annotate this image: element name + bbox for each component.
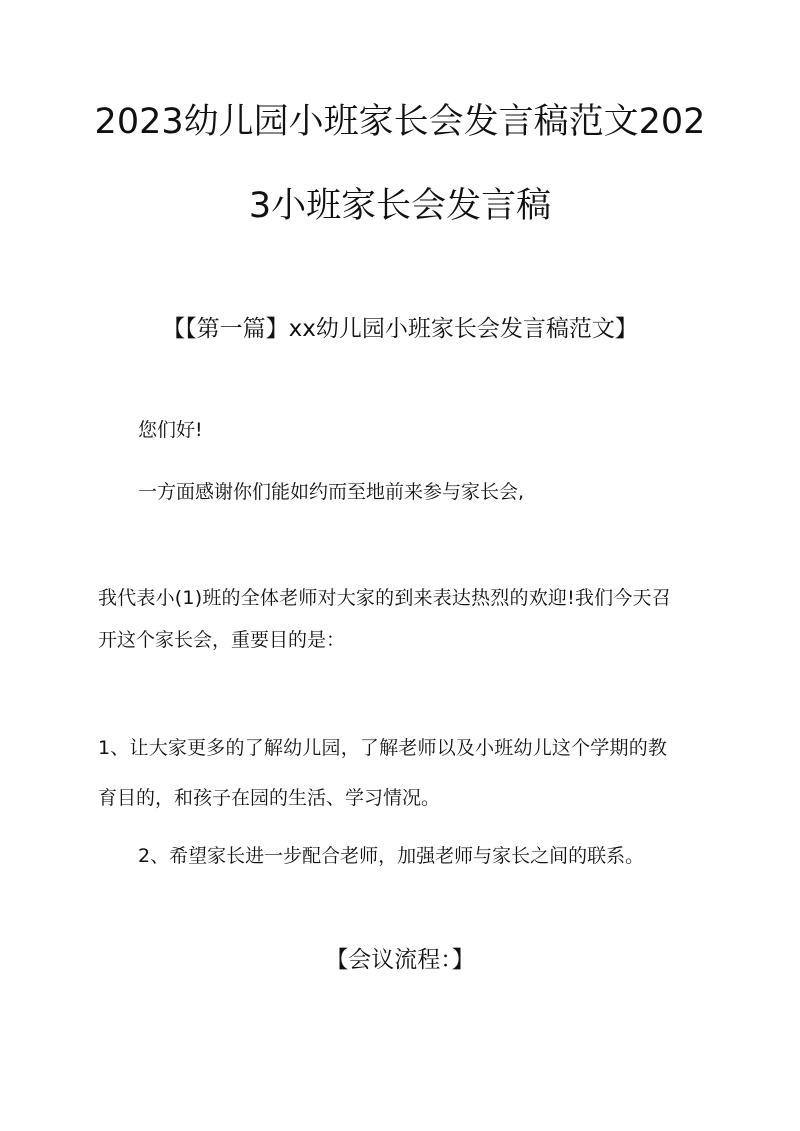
thanks-paragraph: 一方面感谢你们能如约而至地前来参与家长会, xyxy=(138,481,525,503)
list-item-1-line-2: 育目的，和孩子在园的生活、学习情况。 xyxy=(98,787,441,809)
meeting-flow-heading: 【会议流程：】 xyxy=(325,947,475,973)
welcome-paragraph-line-2: 开这个家长会，重要目的是： xyxy=(98,629,346,651)
document-title-line-2: 3小班家长会发言稿 xyxy=(248,186,552,226)
section-heading: 【【第一篇】xx幼儿园小班家长会发言稿范文】 xyxy=(162,316,638,342)
greeting-paragraph: 您们好! xyxy=(138,419,203,441)
list-item-2: 2、希望家长进一步配合老师，加强老师与家长之间的联系。 xyxy=(138,845,645,867)
document-title-line-1: 2023幼儿园小班家长会发言稿范文202 xyxy=(94,102,706,142)
list-item-1-line-1: 1、让大家更多的了解幼儿园，了解老师以及小班幼儿这个学期的教 xyxy=(98,737,668,759)
welcome-paragraph-line-1: 我代表小(1)班的全体老师对大家的到来表达热烈的欢迎!我们今天召 xyxy=(98,587,671,609)
